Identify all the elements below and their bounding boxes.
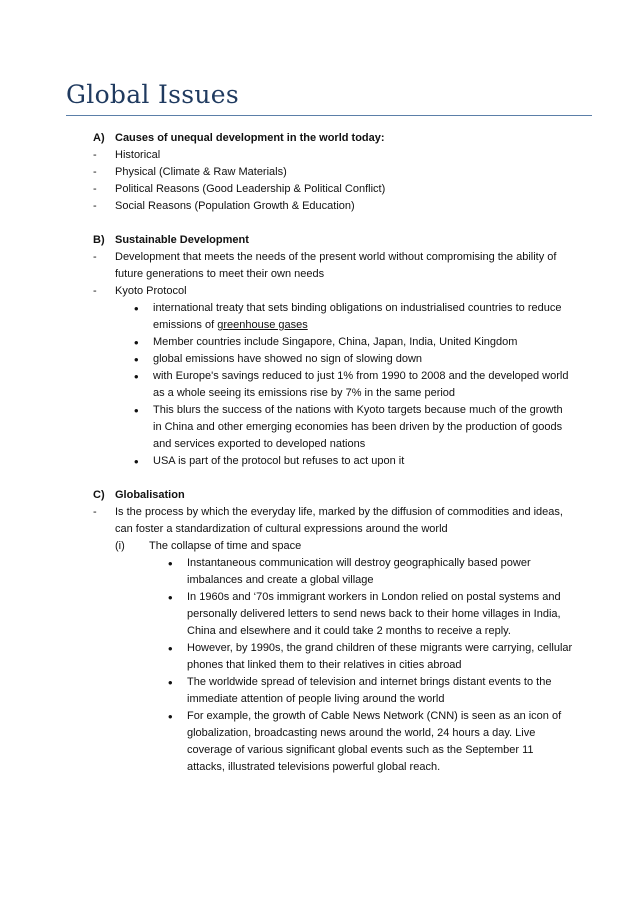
bullet-item: • global emissions have showed no sign of slowing down bbox=[134, 351, 573, 368]
list-item: - Historical bbox=[93, 147, 573, 164]
title-underline bbox=[66, 115, 592, 116]
section-a-heading bbox=[93, 130, 573, 147]
bullet-item: • The worldwide spread of television and internet brings distant events to the immediate attention of people living around the world bbox=[168, 674, 573, 708]
section-b bbox=[93, 232, 573, 470]
list-item: - Political Reasons (Good Leadership & Political Conflict) bbox=[93, 181, 573, 198]
bullet-item: • In 1960s and ‘70s immigrant workers in London relied on postal systems and personally delivered letters to send news back to their home villages in India, China and elsewhere and it could take 2 months to receive a reply. bbox=[168, 589, 573, 640]
section-c-title: Globalisation bbox=[115, 489, 185, 501]
sub-item-label: The collapse of time and space bbox=[149, 540, 302, 552]
section-a bbox=[93, 130, 573, 215]
bullet-item: • USA is part of the protocol but refuses to act upon it bbox=[134, 453, 573, 470]
section-c-letter: C) bbox=[93, 489, 105, 501]
list-item: - Development that meets the needs of the present world without compromising the ability of future generations to meet their own needs bbox=[93, 249, 573, 283]
sub-item bbox=[93, 538, 573, 555]
bullet-item: • Member countries include Singapore, China, Japan, India, United Kingdom bbox=[134, 334, 573, 351]
sub-item-number: (i) bbox=[115, 540, 125, 552]
section-c-heading bbox=[93, 487, 573, 504]
greenhouse-gases-link[interactable]: greenhouse gases bbox=[217, 319, 308, 331]
section-c bbox=[93, 487, 573, 776]
list-item: - Kyoto Protocol bbox=[93, 283, 573, 300]
section-b-letter: B) bbox=[93, 234, 105, 246]
bullet-text: international treaty that sets binding obligations on industrialised countries to reduce emissions of bbox=[153, 302, 562, 331]
list-item: - Social Reasons (Population Growth & Education) bbox=[93, 198, 573, 215]
section-b-title: Sustainable Development bbox=[115, 234, 249, 246]
bullet-item bbox=[134, 300, 573, 334]
section-a-title: Causes of unequal development in the world today: bbox=[115, 132, 385, 144]
bullet-item: • Instantaneous communication will destroy geographically based power imbalances and create a global village bbox=[168, 555, 573, 589]
bullet-item: • However, by 1990s, the grand children of these migrants were carrying, cellular phones that linked them to their relatives in cities abroad bbox=[168, 640, 573, 674]
document-body bbox=[93, 130, 573, 793]
section-b-heading bbox=[93, 232, 573, 249]
list-item: - Is the process by which the everyday life, marked by the diffusion of commodities and ideas, can foster a standardization of cultural expressions around the world bbox=[93, 504, 573, 538]
bullet-item: • This blurs the success of the nations with Kyoto targets because much of the growth in China and other emerging economies has been driven by the production of goods and services exported to developed nations bbox=[134, 402, 573, 453]
page-title: Global Issues bbox=[66, 80, 240, 109]
bullet-item: • For example, the growth of Cable News Network (CNN) is seen as an icon of globalization, broadcasting news around the world, 24 hours a day. Live coverage of various significant global events such as the September 11 attacks, illustrated televisions powerful global reach. bbox=[168, 708, 573, 776]
section-a-letter: A) bbox=[93, 132, 105, 144]
bullet-item: • with Europe's savings reduced to just 1% from 1990 to 2008 and the developed world as a whole seeing its emissions rise by 7% in the same period bbox=[134, 368, 573, 402]
list-item: - Physical (Climate & Raw Materials) bbox=[93, 164, 573, 181]
